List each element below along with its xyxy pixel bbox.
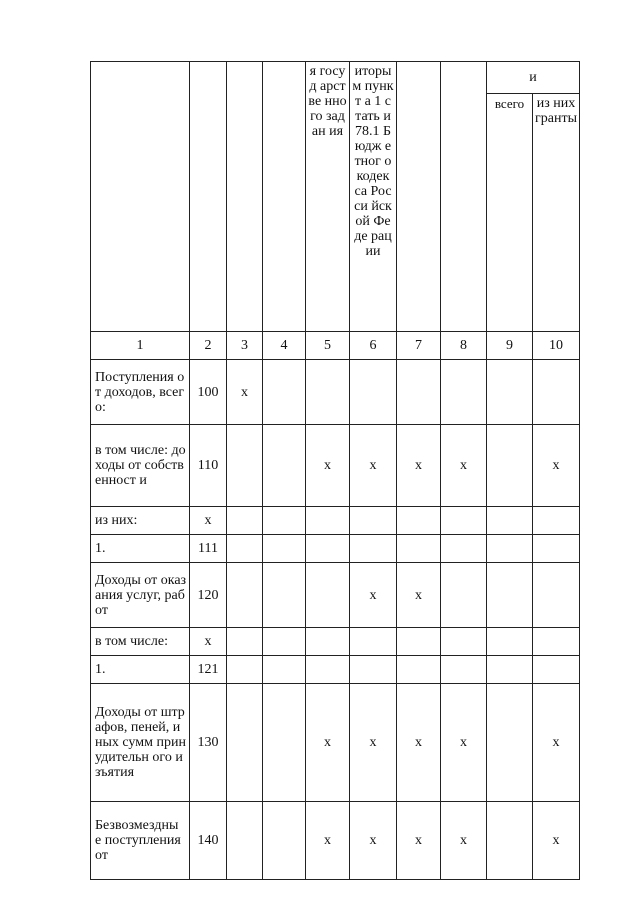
- row-cell: [487, 656, 533, 684]
- row-label: 1.: [91, 656, 190, 684]
- column-number: 9: [487, 332, 533, 360]
- row-cell: [397, 656, 441, 684]
- row-code: 130: [190, 684, 227, 802]
- row-cell: x: [533, 684, 580, 802]
- table-row: [91, 425, 580, 507]
- column-number: 1: [91, 332, 190, 360]
- table-row: [91, 360, 580, 425]
- row-cell: [397, 628, 441, 656]
- row-cell: [306, 563, 350, 628]
- table-row: [91, 535, 580, 563]
- row-cell: [263, 563, 306, 628]
- row-cell: [350, 507, 397, 535]
- row-label: в том числе: доходы от собственност и: [91, 425, 190, 507]
- table-row: [91, 802, 580, 880]
- row-code: 140: [190, 802, 227, 880]
- column-number: 4: [263, 332, 306, 360]
- row-cell: [263, 802, 306, 880]
- column-number: 6: [350, 332, 397, 360]
- row-cell: [533, 535, 580, 563]
- row-cell: [533, 656, 580, 684]
- row-cell: x: [441, 684, 487, 802]
- header-cell-6: иторы м пункт а 1 стать и 78.1 Бюдж етног о кодек са Росси йской Федe рации: [350, 62, 397, 332]
- row-cell: [487, 684, 533, 802]
- row-cell: [306, 535, 350, 563]
- header-cell-9: всего: [487, 94, 533, 332]
- row-code: x: [190, 507, 227, 535]
- row-label: Поступления от доходов, всего:: [91, 360, 190, 425]
- header-cell-5: я госуд арствe нного задан ия: [306, 62, 350, 332]
- row-label: Доходы от оказания услуг, работ: [91, 563, 190, 628]
- row-cell: x: [441, 425, 487, 507]
- header-cell-2: [190, 62, 227, 332]
- row-cell: [533, 360, 580, 425]
- row-cell: x: [306, 802, 350, 880]
- header-cell-8: [441, 62, 487, 332]
- row-code: 121: [190, 656, 227, 684]
- row-cell: [350, 628, 397, 656]
- row-cell: x: [533, 425, 580, 507]
- row-cell: [263, 628, 306, 656]
- row-cell: [263, 684, 306, 802]
- header-row-top: [91, 62, 580, 94]
- row-cell: [306, 656, 350, 684]
- row-label: из них:: [91, 507, 190, 535]
- row-label: в том числе:: [91, 628, 190, 656]
- row-cell: x: [350, 563, 397, 628]
- row-cell: [397, 360, 441, 425]
- header-cell-1: [91, 62, 190, 332]
- table-row: [91, 563, 580, 628]
- row-cell: x: [350, 684, 397, 802]
- row-cell: [533, 563, 580, 628]
- row-cell: [227, 628, 263, 656]
- header-cell-3: [227, 62, 263, 332]
- row-cell: [227, 535, 263, 563]
- row-cell: [533, 628, 580, 656]
- row-cell: [263, 656, 306, 684]
- row-cell: [487, 535, 533, 563]
- column-number-row: [91, 332, 580, 360]
- table-body: [91, 360, 580, 880]
- row-code: 100: [190, 360, 227, 425]
- row-cell: x: [227, 360, 263, 425]
- column-number: 8: [441, 332, 487, 360]
- row-cell: [306, 507, 350, 535]
- row-cell: x: [441, 802, 487, 880]
- row-label: Безвозмездны е поступления от: [91, 802, 190, 880]
- row-cell: [487, 628, 533, 656]
- row-cell: [263, 507, 306, 535]
- table-row: [91, 628, 580, 656]
- row-cell: [227, 425, 263, 507]
- row-cell: [397, 507, 441, 535]
- header-cell-4: [263, 62, 306, 332]
- row-cell: [263, 535, 306, 563]
- row-cell: [487, 425, 533, 507]
- table-row: [91, 656, 580, 684]
- row-code: 120: [190, 563, 227, 628]
- row-cell: [533, 507, 580, 535]
- table-row: [91, 684, 580, 802]
- row-cell: x: [397, 563, 441, 628]
- row-code: 111: [190, 535, 227, 563]
- column-number: 7: [397, 332, 441, 360]
- row-cell: x: [306, 684, 350, 802]
- row-cell: [227, 507, 263, 535]
- header-group-title: и: [487, 62, 580, 94]
- header-cell-7: [397, 62, 441, 332]
- row-cell: [227, 563, 263, 628]
- row-label: Доходы от штрафов, пеней, иных сумм принудительн ого изъятия: [91, 684, 190, 802]
- column-number: 10: [533, 332, 580, 360]
- row-cell: x: [397, 425, 441, 507]
- row-cell: [263, 425, 306, 507]
- row-cell: [227, 802, 263, 880]
- row-cell: x: [350, 425, 397, 507]
- row-cell: [441, 628, 487, 656]
- row-cell: [441, 656, 487, 684]
- row-cell: [441, 507, 487, 535]
- row-cell: [227, 656, 263, 684]
- plan-table: [90, 61, 580, 880]
- row-cell: [487, 802, 533, 880]
- row-cell: [487, 507, 533, 535]
- row-cell: [441, 360, 487, 425]
- row-cell: [441, 563, 487, 628]
- row-cell: [441, 535, 487, 563]
- row-cell: [263, 360, 306, 425]
- row-cell: [350, 656, 397, 684]
- row-label: 1.: [91, 535, 190, 563]
- table-row: [91, 507, 580, 535]
- row-cell: x: [397, 802, 441, 880]
- row-cell: x: [306, 425, 350, 507]
- column-number: 3: [227, 332, 263, 360]
- row-cell: [397, 535, 441, 563]
- row-cell: [306, 360, 350, 425]
- row-code: x: [190, 628, 227, 656]
- row-cell: [350, 360, 397, 425]
- row-cell: [487, 360, 533, 425]
- column-number: 2: [190, 332, 227, 360]
- row-cell: x: [533, 802, 580, 880]
- header-cell-10: из них гранты: [533, 94, 580, 332]
- row-cell: x: [350, 802, 397, 880]
- row-cell: [350, 535, 397, 563]
- row-cell: x: [397, 684, 441, 802]
- row-cell: [306, 628, 350, 656]
- row-cell: [227, 684, 263, 802]
- column-number: 5: [306, 332, 350, 360]
- row-cell: [487, 563, 533, 628]
- row-code: 110: [190, 425, 227, 507]
